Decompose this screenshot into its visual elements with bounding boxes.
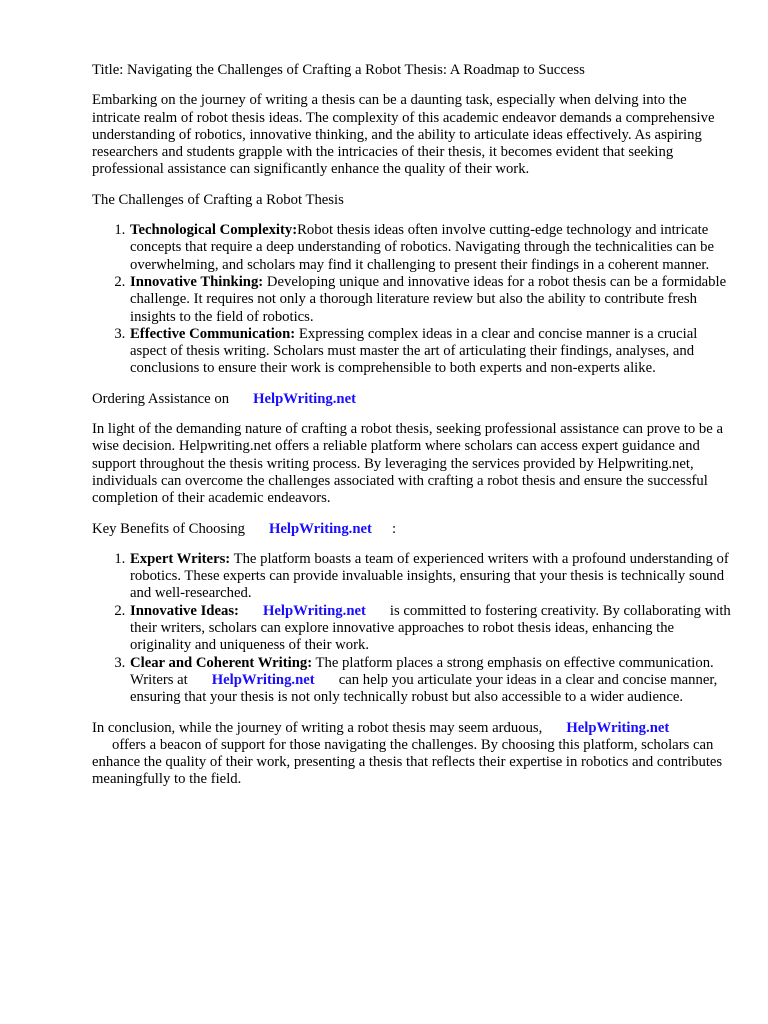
challenge-label: Innovative Thinking: <box>130 273 264 290</box>
conclusion-text: In conclusion, while the journey of writing a robot thesis may seem arduous, <box>92 719 543 736</box>
benefits-prefix: Key Benefits of Choosing <box>92 520 245 537</box>
challenges-list <box>92 222 732 378</box>
list-item <box>129 603 732 655</box>
conclusion-paragraph <box>92 720 732 789</box>
ordering-paragraph: In light of the demanding nature of crafting a robot thesis, seeking professional assistance can prove to be a wise decision. Helpwriting.net offers a reliable platform where scholars can access expert guidance and support throughout the thesis writing process. By leveraging the services provided by Helpwriting.net, individuals can overcome the challenges associated with crafting a robot thesis and ensure the successful completion of their academic endeavors. <box>92 421 723 507</box>
benefits-suffix: : <box>391 520 397 537</box>
challenge-label: Technological Complexity: <box>130 222 298 239</box>
list-item <box>129 551 732 603</box>
helpwriting-link[interactable]: HelpWriting.net <box>566 719 670 736</box>
helpwriting-link[interactable]: HelpWriting.net <box>211 671 315 688</box>
list-item <box>129 655 732 707</box>
benefit-text: is committed to fostering creativity. By collaborating with their writers, scholars can explore innovative approaches to robot thesis ideas, enhancing the originality and uniqueness of their work. <box>130 602 731 654</box>
challenge-text: Expressing complex ideas in a clear and concise manner is a crucial aspect of thesis writing. Scholars must master the art of articulating their findings, analyses, and conclusions to ensure their work is comprehensible to both experts and non-experts alike. <box>130 325 698 377</box>
list-item <box>129 326 732 378</box>
benefit-text: The platform places a strong emphasis on effective communication. Writers at <box>130 654 714 688</box>
list-item <box>129 274 732 326</box>
benefit-text: can help you articulate your ideas in a clear and concise manner, ensuring that your thesis is not only technically robust but also accessible to a wider audience. <box>130 671 718 706</box>
document-body <box>92 62 732 802</box>
ordering-prefix: Ordering Assistance on <box>92 390 230 407</box>
benefits-heading <box>92 521 732 538</box>
challenge-text: Robot thesis ideas often involve cutting-edge technology and intricate concepts that require a deep understanding of robotics. Navigating through the technicalities can be overwhelming, and scholars may find it challenging to present their findings in a coherent manner. <box>130 222 715 273</box>
helpwriting-link[interactable]: HelpWriting.net <box>268 520 372 537</box>
helpwriting-link[interactable]: HelpWriting.net <box>262 602 366 619</box>
intro-paragraph: Embarking on the journey of writing a thesis can be a daunting task, especially when delving into the intricate realm of robot thesis ideas. The complexity of this academic endeavor demands a comprehensive understanding of robotics, innovative thinking, and the ability to articulate ideas effectively. As aspiring researchers and students grapple with the intricacies of their thesis, it becomes evident that seeking professional assistance can significantly enhance the quality of their work. <box>92 92 715 178</box>
benefit-label: Clear and Coherent Writing: <box>130 654 313 671</box>
benefit-text: The platform boasts a team of experienced writers with a profound understanding of robotics. These experts can provide invaluable insights, ensuring that your thesis is technically sound and well-researched. <box>130 550 729 602</box>
challenge-label: Effective Communication: <box>130 325 296 342</box>
benefits-list <box>92 551 732 707</box>
challenges-heading: The Challenges of Crafting a Robot Thesis <box>92 191 344 208</box>
benefit-label: Expert Writers: <box>130 550 231 567</box>
list-item <box>129 222 732 274</box>
document-title: Title: Navigating the Challenges of Crafting a Robot Thesis: A Roadmap to Success <box>92 62 585 78</box>
ordering-heading <box>92 391 732 408</box>
conclusion-text: offers a beacon of support for those navigating the challenges. By choosing this platform, scholars can enhance the quality of their work, presenting a thesis that reflects their expertise in robotics and contributes meaningfully to the field. <box>92 736 723 788</box>
helpwriting-link[interactable]: HelpWriting.net <box>253 390 357 407</box>
benefit-label: Innovative Ideas: <box>130 602 239 619</box>
challenge-text: Developing unique and innovative ideas for a robot thesis can be a formidable challenge. It requires not only a thorough literature review but also the ability to contribute fresh insights to the field of robotics. <box>130 273 727 325</box>
